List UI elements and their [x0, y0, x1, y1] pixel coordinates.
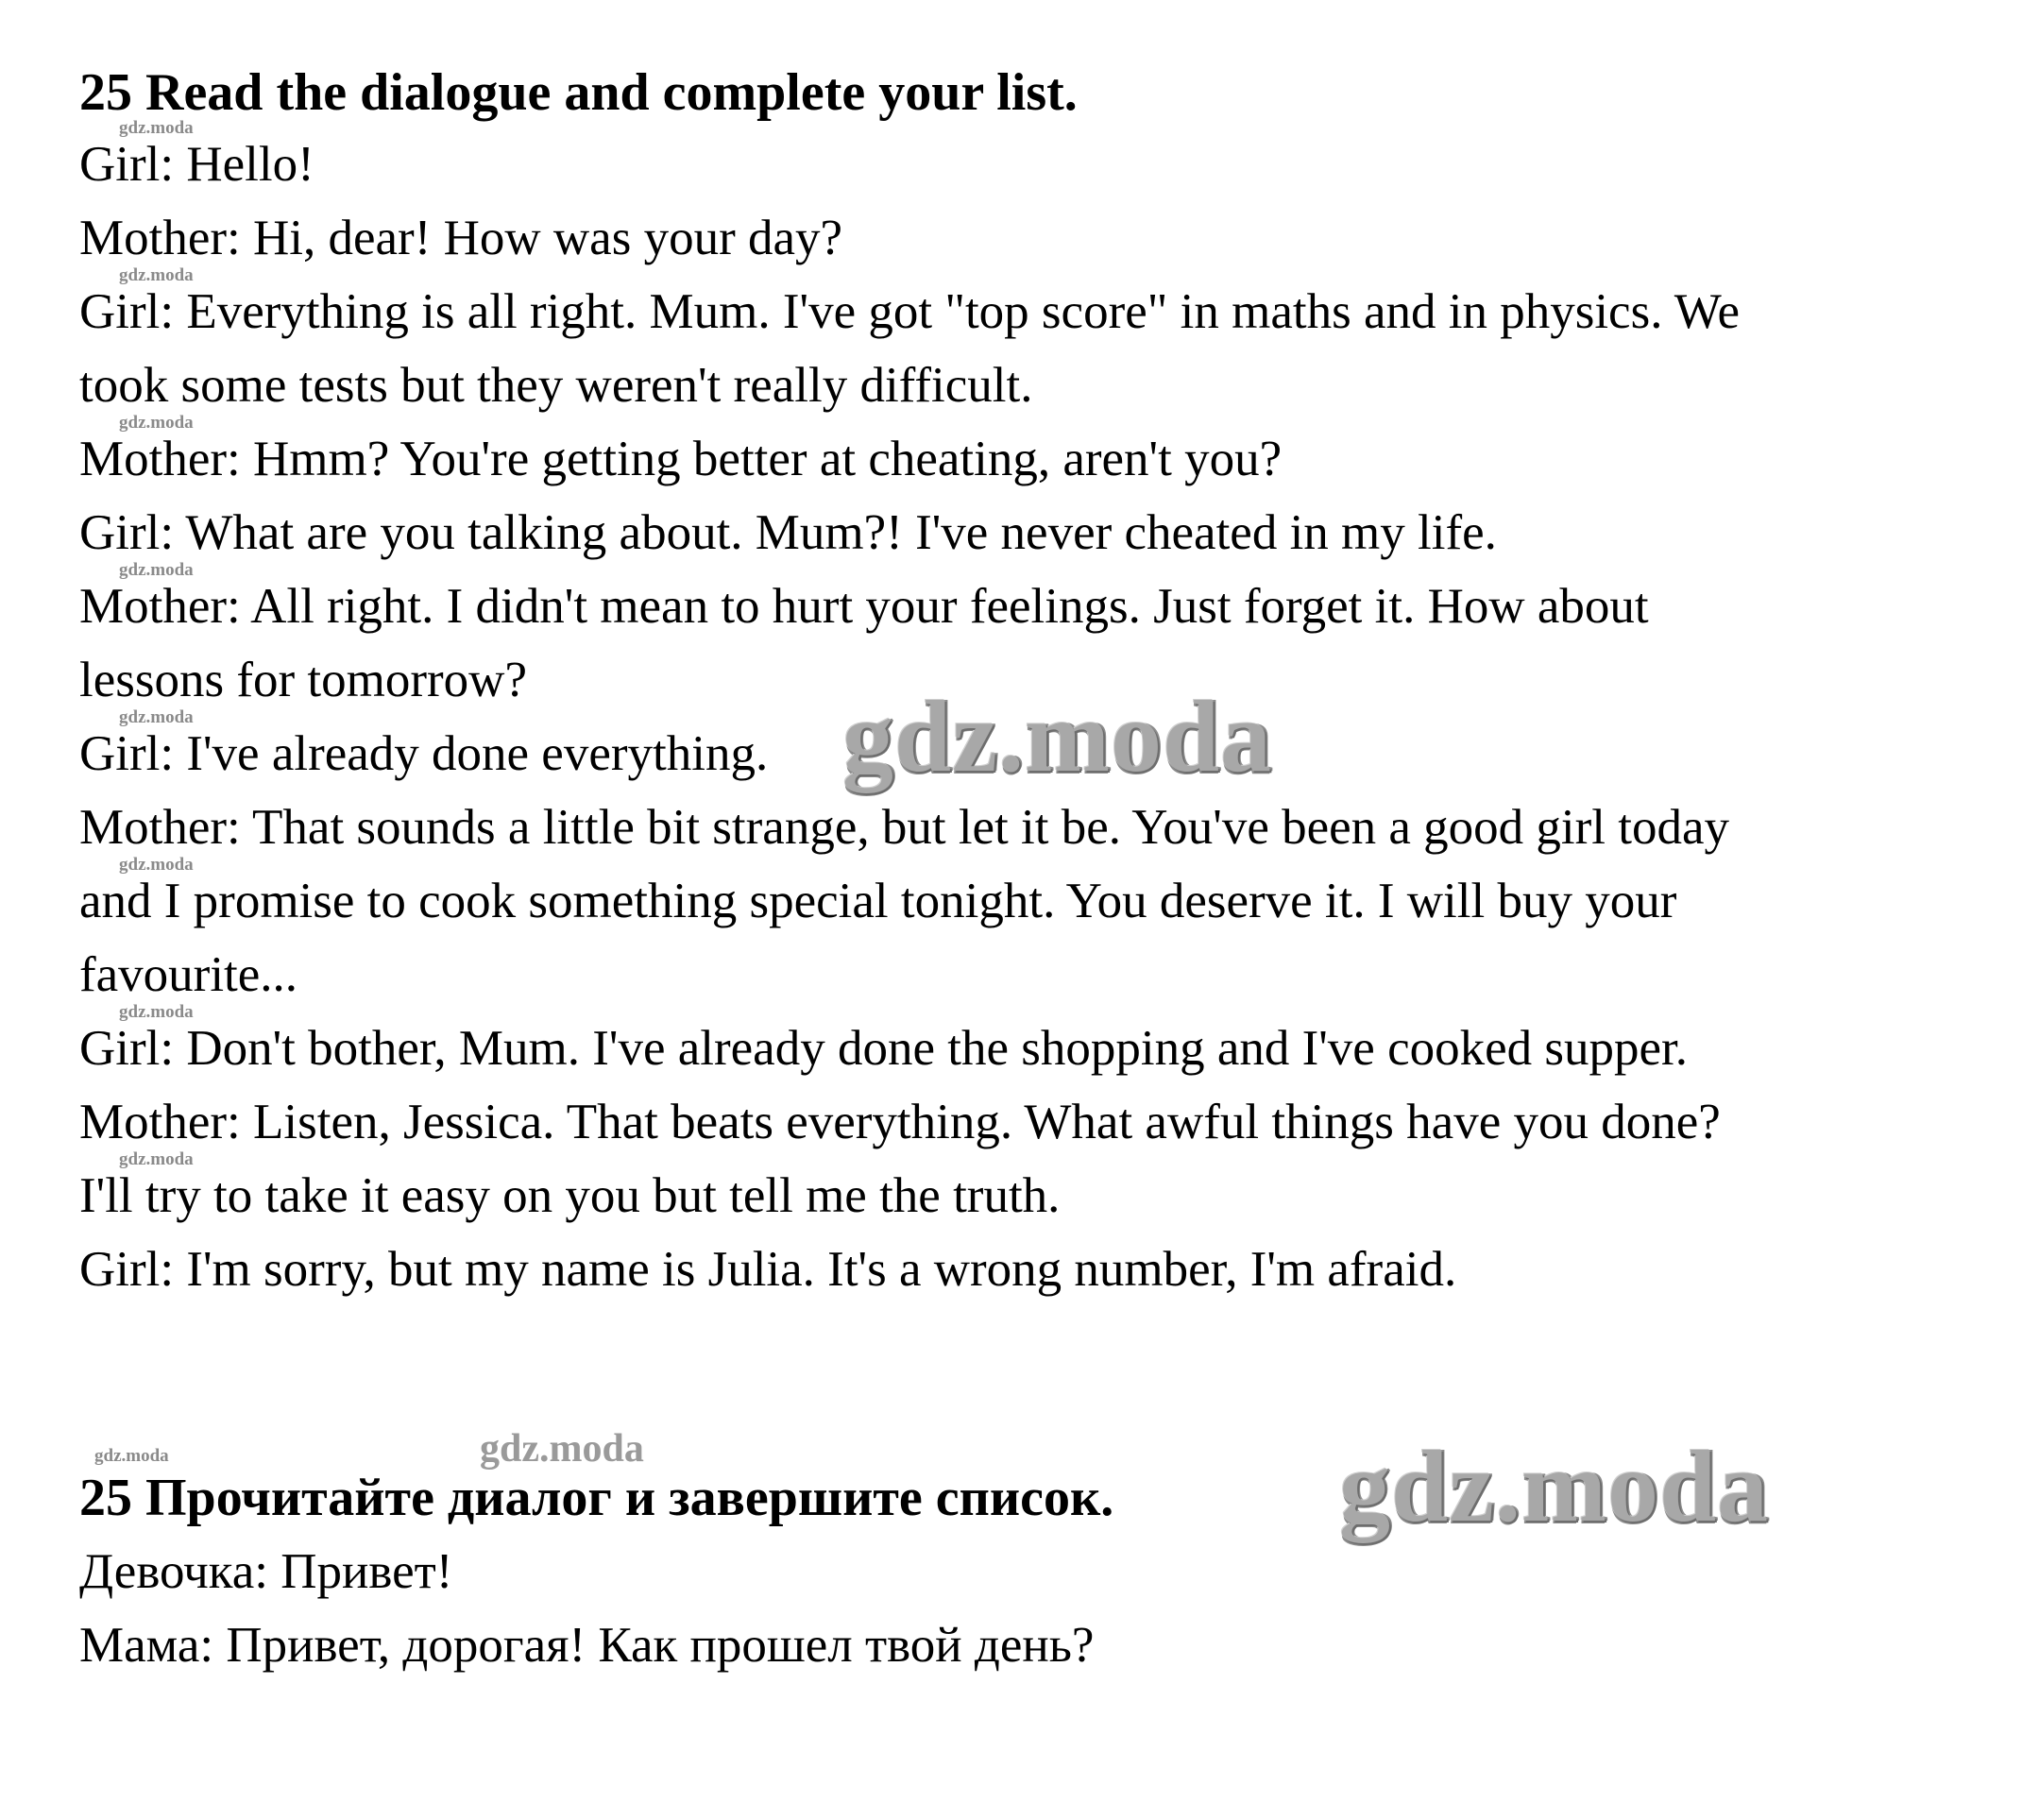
- exercise-heading-english: 25 Read the dialogue and complete your list.: [79, 63, 1078, 122]
- dialogue-line: I'll try to take it easy on you but tell me the truth.: [79, 1168, 1061, 1223]
- watermark-logo: gdz.moda: [119, 1002, 194, 1022]
- watermark-logo: gdz.moda: [119, 560, 194, 580]
- dialogue-line: Girl: What are you talking about. Mum?! I've never cheated in my life.: [79, 505, 1497, 560]
- dialogue-line: took some tests but they weren't really difficult.: [79, 358, 1033, 413]
- watermark-logo: gdz.moda: [119, 413, 194, 433]
- dialogue-line: Girl: I've already done everything.: [79, 726, 769, 781]
- watermark-logo: gdz.moda: [119, 1149, 194, 1169]
- dialogue-line: and I promise to cook something special tonight. You deserve it. I will buy your: [79, 874, 1677, 928]
- watermark-logo: gdz.moda: [119, 265, 194, 285]
- watermark-logo: gdz.moda: [119, 118, 194, 138]
- watermark-logo-large: gdz.moda: [842, 681, 1273, 793]
- watermark-logo: gdz.moda: [480, 1427, 644, 1471]
- dialogue-line: Mother: All right. I didn't mean to hurt your feelings. Just forget it. How about: [79, 579, 1649, 634]
- dialogue-line: favourite...: [79, 947, 298, 1002]
- watermark-logo: gdz.moda: [94, 1446, 169, 1466]
- dialogue-line: Girl: Everything is all right. Mum. I've got "top score" in maths and in physics. We: [79, 284, 1741, 339]
- dialogue-line: Mother: Hmm? You're getting better at cheating, aren't you?: [79, 432, 1283, 486]
- dialogue-line: Girl: I'm sorry, but my name is Julia. It's a wrong number, I'm afraid.: [79, 1242, 1457, 1297]
- dialogue-line-russian: Девочка: Привет!: [79, 1544, 453, 1599]
- dialogue-line: lessons for tomorrow?: [79, 653, 527, 707]
- dialogue-line: Girl: Hello!: [79, 137, 314, 192]
- dialogue-line: Mother: Listen, Jessica. That beats everything. What awful things have you done?: [79, 1095, 1721, 1149]
- dialogue-line: Mother: That sounds a little bit strange, but let it be. You've been a good girl today: [79, 800, 1730, 855]
- exercise-heading-russian: 25 Прочитайте диалог и завершите список.: [79, 1469, 1114, 1527]
- watermark-logo-large: gdz.moda: [1339, 1431, 1770, 1543]
- watermark-logo: gdz.moda: [119, 855, 194, 875]
- dialogue-line: Mother: Hi, dear! How was your day?: [79, 211, 843, 265]
- watermark-logo: gdz.moda: [119, 707, 194, 727]
- dialogue-line-russian: Мама: Привет, дорогая! Как прошел твой день?: [79, 1618, 1095, 1673]
- dialogue-line: Girl: Don't bother, Mum. I've already done the shopping and I've cooked supper.: [79, 1021, 1688, 1076]
